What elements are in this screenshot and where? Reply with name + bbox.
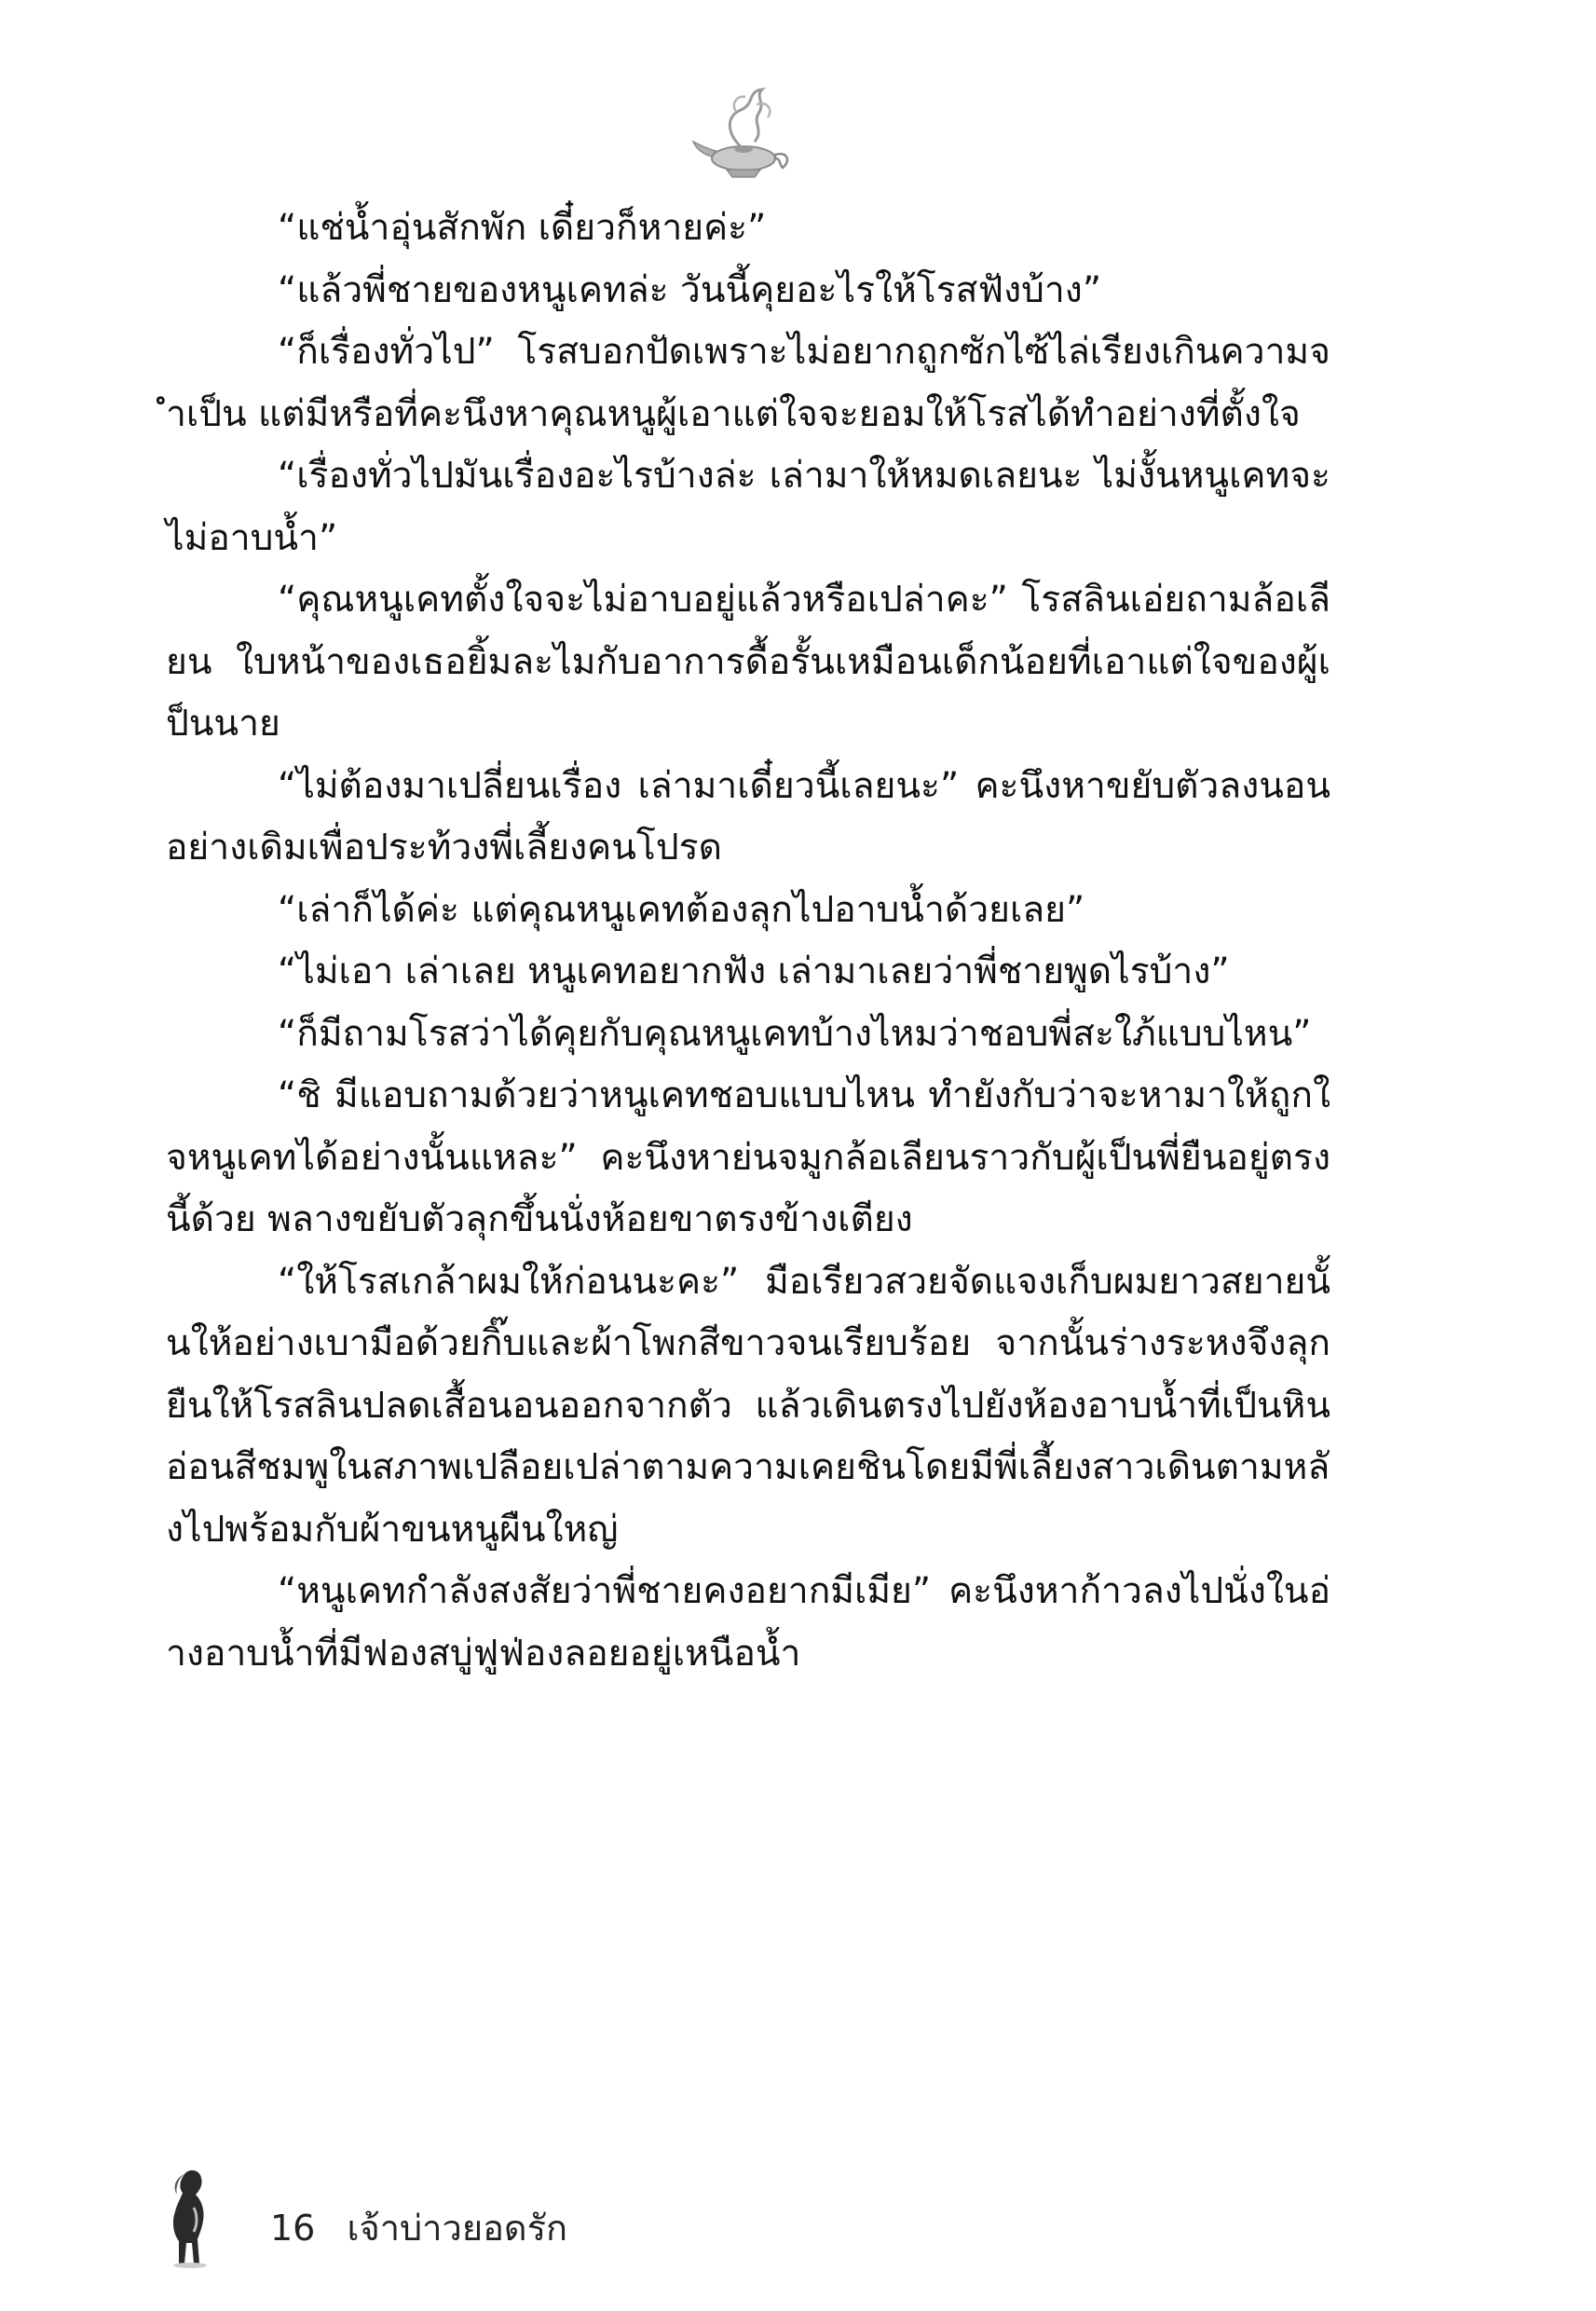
paragraph: “เรื่องทั่วไปมันเรื่องอะไรบ้างล่ะ เล่ามาให้หมดเลยนะ ไม่งั้นหนูเคทจะไม่อาบน้ำ” (166, 455, 1330, 559)
paragraph: “ไม่เอา เล่าเลย หนูเคทอยากฟัง เล่ามาเลยว่าพี่ชายพูดไรบ้าง” (278, 950, 1230, 992)
paragraph: “ก็มีถามโรสว่าได้คุยกับคุณหนูเคทบ้างไหมว่าชอบพี่สะใภ้แบบไหน” (278, 1012, 1312, 1055)
paragraph: “ชิ มีแอบถามด้วยว่าหนูเคทชอบแบบไหน ทำยังกับว่าจะหามาให้ถูกใจหนูเคทได้อย่างนั้นแหละ” คะนึงหาย่นจมูกล้อเลียนราวกับผู้เป็นพี่ยืนอยู่ตรงนี้ด้วย พลางขยับตัวลุกขึ้นนั่งห้อยขาตรงข้างเตียง (166, 1074, 1330, 1240)
story-body (166, 198, 1330, 1685)
page-footer (158, 2167, 811, 2269)
genie-lamp-icon (689, 84, 801, 186)
paragraph: “ให้โรสเกล้าผมให้ก่อนนะคะ” มือเรียวสวยจัดแจงเก็บผมยาวสยายนั้นให้อย่างเบามือด้วยกิ๊บและผ้าโพกสีขาวจนเรียบร้อย จากนั้นร่างระหงจึงลุกยืนให้โรสลินปลดเสื้อนอนออกจากตัว แล้วเดินตรงไปยังห้องอาบน้ำที่เป็นหินอ่อนสีชมพูในสภาพเปลือยเปล่าตามความเคยชินโดยมีพี่เลี้ยงสาวเดินตามหลังไปพร้อมกับผ้าขนหนูผืนใหญ่ (166, 1260, 1330, 1551)
paragraph: “เล่าก็ได้ค่ะ แต่คุณหนูเคทต้องลุกไปอาบน้ำด้วยเลย” (278, 888, 1085, 931)
paragraph: “คุณหนูเคทตั้งใจจะไม่อาบอยู่แล้วหรือเปล่าคะ” โรสลินเอ่ยถามล้อเลียน ใบหน้าของเธอยิ้มละไมกับอาการดื้อรั้นเหมือนเด็กน้อยที่เอาแต่ใจของผู้เป็นนาย (166, 579, 1330, 745)
paragraph: “ก็เรื่องทั่วไป” โรสบอกปัดเพราะไม่อยากถูกซักไซ้ไล่เรียงเกินความจำเป็น แต่มีหรือที่คะนึงหาคุณหนูผู้เอาแต่ใจจะยอมให้โรสได้ทำอย่างที่ตั้งใจ (166, 331, 1330, 435)
paragraph: “ไม่ต้องมาเปลี่ยนเรื่อง เล่ามาเดี๋ยวนี้เลยนะ” คะนึงหาขยับตัวลงนอนอย่างเดิมเพื่อประท้วงพี่เลี้ยงคนโปรด (166, 764, 1330, 868)
paragraph: “หนูเคทกำลังสงสัยว่าพี่ชายคงอยากมีเมีย” คะนึงหาก้าวลงไปนั่งในอ่างอาบน้ำที่มีฟองสบู่ฟูฟ่องลอยอยู่เหนือน้ำ (166, 1570, 1330, 1675)
page-number: 16 (270, 2208, 316, 2249)
book-title: เจ้าบ่าวยอดรัก (347, 2208, 568, 2249)
paragraph: “แช่น้ำอุ่นสักพัก เดี๋ยวก็หายค่ะ” (278, 207, 767, 249)
horse-icon (158, 2167, 224, 2269)
paragraph: “แล้วพี่ชายของหนูเคทล่ะ วันนี้คุยอะไรให้โรสฟังบ้าง” (278, 268, 1102, 311)
